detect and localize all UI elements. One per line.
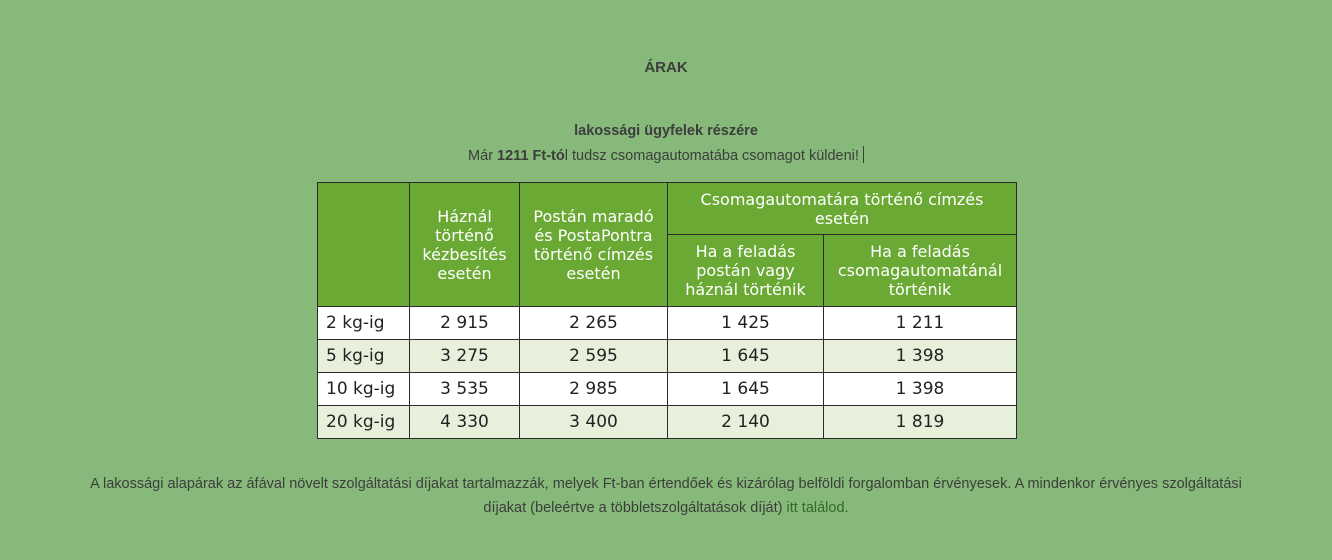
cell-weight: 2 kg-ig [318,307,410,340]
promo-prefix: Már [468,148,498,164]
cell-locker-locker: 1 398 [824,373,1017,406]
promo-suffix: l tudsz csomagautomatába csomagot küldeni! [564,148,859,164]
table-row [318,340,1017,373]
header-home-delivery: Háznál történő kézbesítés esetén [410,183,520,307]
cell-locker-locker: 1 211 [824,307,1017,340]
header-locker-group: Csomagautomatára történő címzés esetén [668,183,1017,235]
cell-post: 2 985 [520,373,668,406]
cell-post: 3 400 [520,406,668,439]
footer-note [90,472,1242,520]
cell-post: 2 595 [520,340,668,373]
header-locker-from-locker: Ha a feladás csomagautomatánál történik [824,235,1017,307]
header-locker-from-post: Ha a feladás postán vagy háznál történik [668,235,824,307]
cell-home: 3 275 [410,340,520,373]
footer-end: . [844,500,849,516]
text-cursor [863,146,864,163]
table-row [318,307,1017,340]
header-empty [318,183,410,307]
cell-home: 3 535 [410,373,520,406]
cell-locker-post: 1 645 [668,373,824,406]
table-row [318,406,1017,439]
cell-locker-post: 1 425 [668,307,824,340]
price-table [317,182,1017,439]
cell-locker-locker: 1 819 [824,406,1017,439]
cell-locker-post: 1 645 [668,340,824,373]
footer-text: A lakossági alapárak az áfával növelt szolgáltatási díjakat tartalmazzák, melyek Ft-ban értendőek és kizárólag belföldi forgalomban érvényesek. A mindenkor érvényes szolgáltatási díjakat (beleértve a többletszolgáltatások díját) [90,476,1242,516]
promo-line [0,146,1332,164]
cell-locker-locker: 1 398 [824,340,1017,373]
page-subtitle: lakossági ügyfelek részére [574,123,758,139]
table-row [318,373,1017,406]
cell-post: 2 265 [520,307,668,340]
promo-amount: 1211 Ft-tó [497,148,565,164]
header-post-office: Postán maradó és PostaPontra történő címzés esetén [520,183,668,307]
cell-weight: 10 kg-ig [318,373,410,406]
page-title: ÁRAK [644,59,688,76]
prices-link[interactable]: itt találod [786,500,845,516]
cell-home: 4 330 [410,406,520,439]
cell-home: 2 915 [410,307,520,340]
cell-weight: 20 kg-ig [318,406,410,439]
cell-weight: 5 kg-ig [318,340,410,373]
cell-locker-post: 2 140 [668,406,824,439]
